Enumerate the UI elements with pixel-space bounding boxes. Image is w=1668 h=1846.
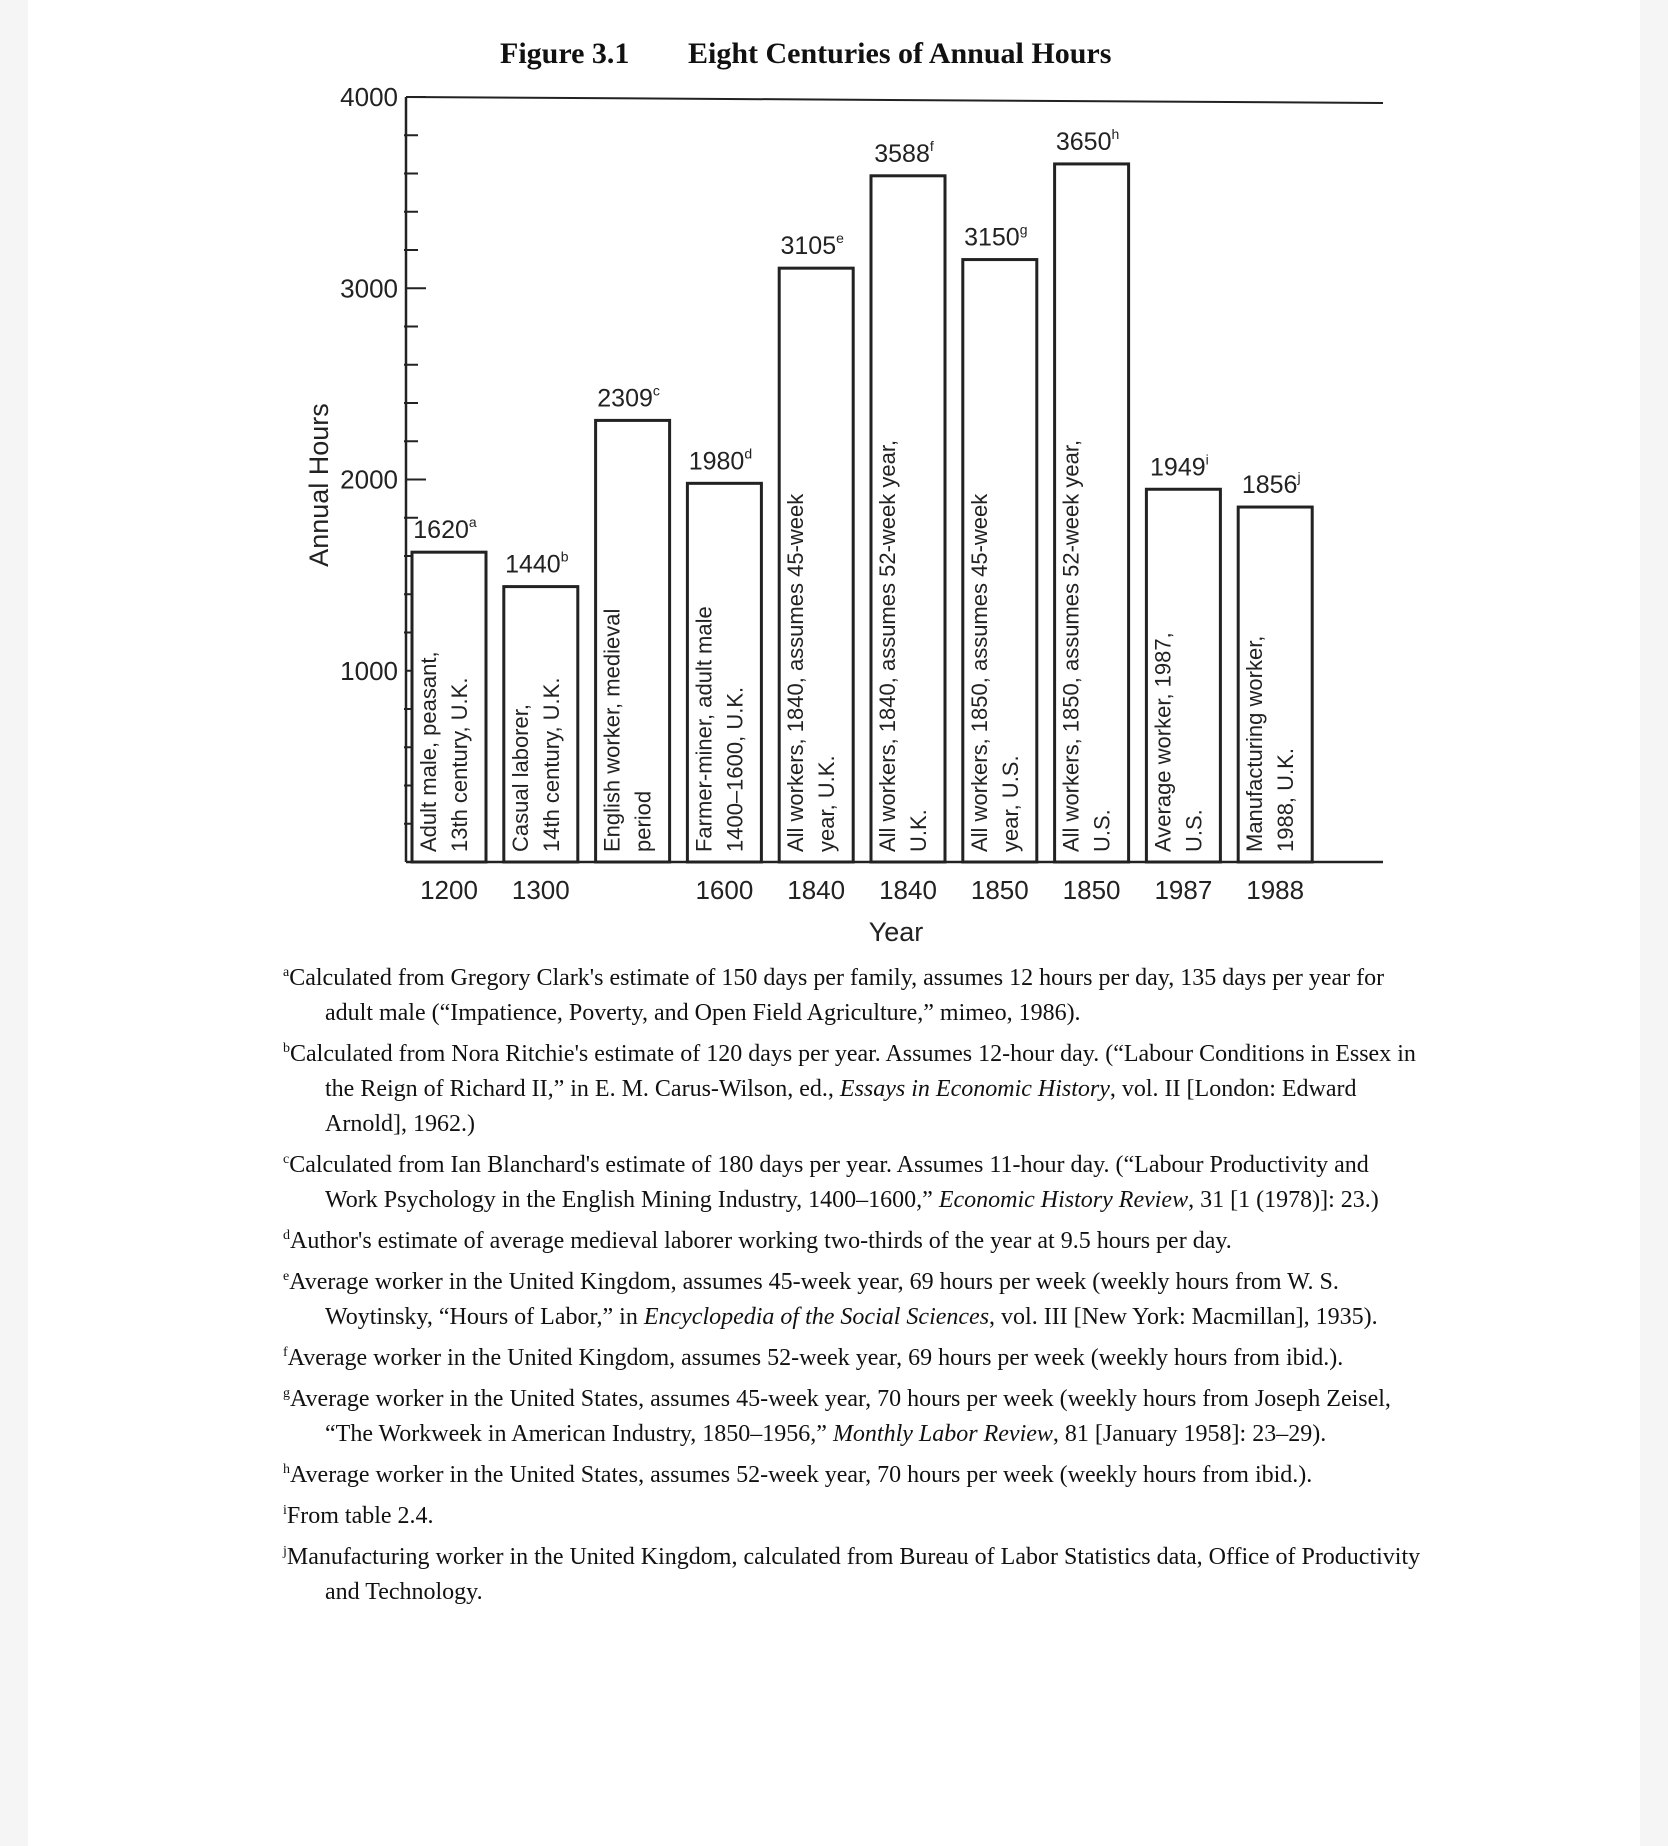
chart-title-caption: Eight Centuries of Annual Hours: [688, 37, 1112, 70]
top-frame-line: [406, 97, 1383, 103]
footnote-a: $^a$Calculated from Gregory Clark's estimate of 150 days per family, assumes 12 hours per day, 135 days per year for adult male (“Impatience, Poverty, and Open Field Agriculture,” mimeo, 1986).: [283, 965, 1385, 1026]
bar-description-label: Farmer-miner, adult male: [691, 606, 717, 852]
footnote-e: $^e$Average worker in the United Kingdom, assumes 45-week year, 69 hours per week (weekly hours from W. S. Woytinsky, “Hours of Labor,” in Encyclopedia of the Social Sciences, vol. III [New York: Macmillan], 1935).: [283, 1269, 1378, 1330]
figure-page: [28, 0, 1640, 1846]
bar-description-label: U.K.: [906, 809, 931, 852]
y-tick-label: 2000: [340, 464, 398, 495]
bar-description-label: U.S.: [1181, 809, 1207, 852]
footnotes: [283, 955, 1423, 1610]
bar-value-label: 2309$^c$: [597, 382, 660, 413]
bar-value-label: 1856$^j$: [1241, 469, 1301, 500]
x-tick-label: 1840: [879, 875, 937, 905]
bar-description-label: period: [630, 790, 656, 852]
x-tick-label: 1850: [1062, 875, 1121, 905]
bar-description-label: 13th century, U.K.: [447, 677, 472, 852]
x-tick-label: 1987: [1154, 875, 1213, 905]
bar-value-label: 1949$^i$: [1150, 451, 1209, 482]
footnote-h: $^h$Average worker in the United States, assumes 52-week year, 70 hours per week (weekly hours from ibid.).: [283, 1462, 1313, 1488]
y-tick-label: 1000: [340, 655, 398, 686]
bar-description-label: Manufacturing worker,: [1242, 635, 1268, 852]
y-tick-label: 3000: [340, 273, 398, 304]
x-tick-label: 1600: [695, 875, 754, 905]
footnote-c: $^c$Calculated from Ian Blanchard's estimate of 180 days per year. Assumes 11-hour day. (“Labour Productivity and Work Psychology in the English Mining Industry, 1400–1600,” Economic History Review, 31 [1 (1978)]: 23.): [283, 1152, 1379, 1213]
chart-title-figure-number: Figure 3.1: [500, 37, 630, 70]
bar-description-label: All workers, 1840, assumes 52-week year,: [875, 439, 900, 852]
footnote-b: $^b$Calculated from Nora Ritchie's estimate of 120 days per year. Assumes 12-hour day. (“Labour Conditions in Essex in the Reign of Richard II,” in E. M. Carus-Wilson, ed., Essays in Economic History, vol. II [London: Edward Arnold], 1962.): [283, 1041, 1416, 1137]
bar-description-label: All workers, 1840, assumes 45-week: [783, 493, 809, 852]
bar-description-label: 1400–1600, U.K.: [722, 686, 748, 852]
bar-description-label: year, U.K.: [814, 755, 840, 852]
bar-description-label: 1988, U.K.: [1273, 748, 1299, 852]
footnote-f: $^f$Average worker in the United Kingdom, assumes 52-week year, 69 hours per week (weekly hours from ibid.).: [283, 1345, 1344, 1371]
bar-description-label: U.S.: [1089, 809, 1115, 852]
bar-value-label: 3588$^f$: [874, 137, 934, 168]
footnote-j: $^j$Manufacturing worker in the United Kingdom, calculated from Bureau of Labor Statistics data, Office of Productivity and Technology.: [283, 1544, 1421, 1605]
x-tick-label: 1988: [1246, 875, 1305, 905]
bar-description-label: 14th century, U.K.: [538, 677, 564, 852]
footnote-g: $^g$Average worker in the United States, assumes 45-week year, 70 hours per week (weekly hours from Joseph Zeisel, “The Workweek in American Industry, 1850–1956,” Monthly Labor Review, 81 [January 1958]: 23–29).: [283, 1386, 1391, 1447]
bar-value-label: 3150$^g$: [964, 221, 1028, 252]
bar-description-label: year, U.S.: [997, 755, 1023, 852]
bar-value-label: 3105e: [780, 230, 844, 261]
bar-description-label: English worker, medieval: [599, 608, 625, 852]
y-axis-label: Annual Hours: [304, 403, 334, 567]
bar-description-label: All workers, 1850, assumes 52-week year,: [1058, 439, 1084, 852]
bar-value-label: 3650$^h$: [1055, 125, 1120, 156]
x-axis-label: Year: [868, 917, 924, 947]
bar-value-label: 1620$^a$: [413, 514, 477, 545]
x-tick-label: 1300: [511, 875, 570, 905]
bar-description-label: Adult male, peasant,: [416, 651, 441, 852]
bar-description-label: Casual laborer,: [507, 704, 533, 852]
y-tick-label: 4000: [340, 82, 398, 112]
bar-chart: [28, 0, 1640, 955]
bar-description-label: All workers, 1850, assumes 45-week: [966, 493, 992, 852]
x-tick-label: 1840: [787, 875, 846, 905]
bar-value-label: 1440$^b$: [505, 548, 569, 579]
footnote-i: $^i$From table 2.4.: [283, 1503, 434, 1529]
bar-value-label: 1980$^d$: [688, 445, 753, 476]
x-tick-label: 1200: [420, 875, 478, 905]
footnote-d: $^d$Author's estimate of average medieval laborer working two-thirds of the year at 9.5 hours per day.: [283, 1228, 1232, 1254]
x-tick-label: 1850: [970, 875, 1029, 905]
bar-description-label: Average worker, 1987,: [1150, 632, 1176, 852]
